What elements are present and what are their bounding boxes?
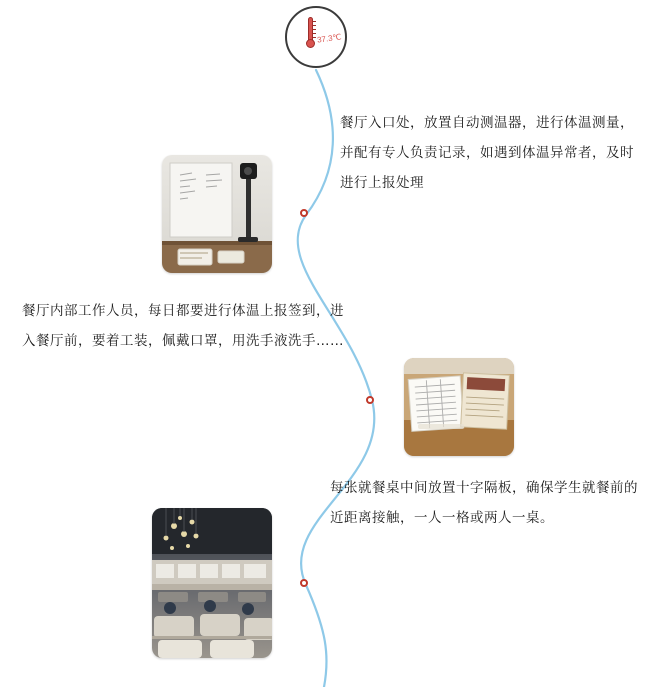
- node-photo-3: [152, 508, 272, 658]
- thermometer-icon: [306, 17, 315, 51]
- node-dot-3: [300, 579, 308, 587]
- thermometer-badge: [285, 6, 347, 68]
- node-text-1: 餐厅入口处，放置自动测温器，进行体温测量，并配有专人负责记录，如遇到体温异常者，及时进行上报处理: [340, 115, 634, 191]
- node-text-2: 餐厅内部工作人员，每日都要进行体温上报签到，进入餐厅前，要着工装，佩戴口罩，用洗手液洗手……: [22, 303, 344, 349]
- node-photo-1: [162, 155, 272, 273]
- node-text-3: 每张就餐桌中间放置十字隔板，确保学生就餐前的近距离接触，一人一格或两人一桌。: [330, 480, 638, 526]
- node-dot-2: [366, 396, 374, 404]
- node-dot-1: [300, 209, 308, 217]
- node-photo-2: [404, 358, 514, 456]
- temperature-label: 37.3℃: [316, 32, 343, 45]
